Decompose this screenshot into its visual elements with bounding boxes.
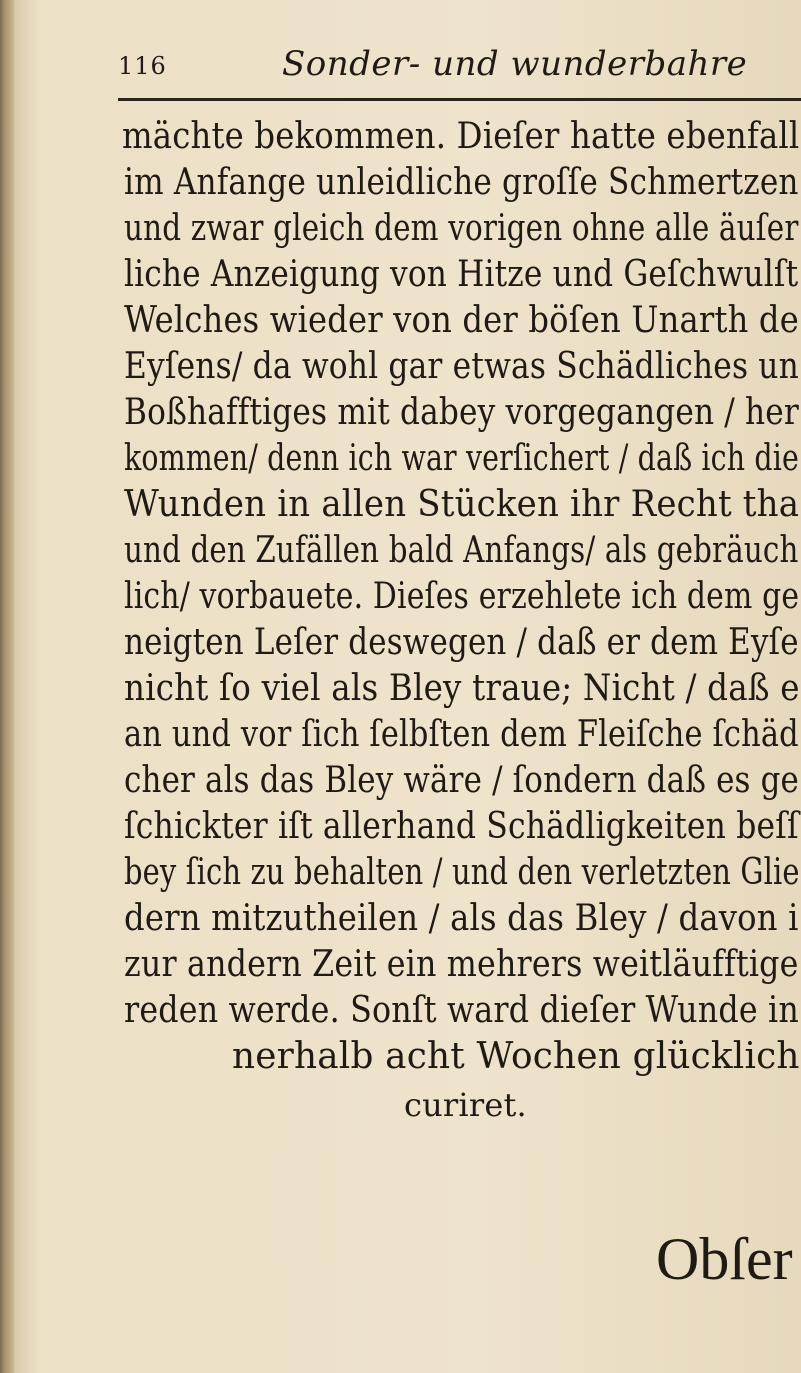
- text-line: an und vor ſich ſelbſten dem Fleiſche ſchäd: [124, 714, 799, 755]
- text-line: kommen/ denn ich war verſichert / daß ich die: [124, 438, 799, 479]
- text-line: lich/ vorbauete. Dieſes erzehlete ich dem ge: [124, 576, 800, 617]
- text-line: Eyſens/ da wohl gar etwas Schädliches un: [124, 346, 799, 387]
- text-line: Boßhafftiges mit dabey vorgegangen / her: [124, 392, 799, 433]
- page-number: 116: [118, 52, 167, 80]
- catchword: Obſer: [656, 1226, 793, 1292]
- text-line: Wunden in allen Stücken ihr Recht tha: [124, 484, 800, 525]
- text-line: mächte bekommen. Dieſer hatte ebenfall: [122, 116, 800, 157]
- text-line: ſchickter iſt allerhand Schädligkeiten beſſ: [124, 806, 799, 847]
- text-line: zur andern Zeit ein mehrers weitläufftige: [124, 944, 799, 985]
- text-line: bey ſich zu behalten / und den verletzten Glie: [124, 852, 800, 893]
- text-line: cher als das Bley wäre / ſondern daß es ge: [124, 760, 800, 801]
- running-title: Sonder- und wunderbahre: [282, 44, 748, 84]
- text-line: neigten Leſer deswegen / daß er dem Eyſe: [124, 622, 799, 663]
- text-line: dern mitzutheilen / als das Bley / davon i: [124, 898, 799, 939]
- text-line: reden werde. Sonſt ward dieſer Wunde in: [124, 990, 799, 1031]
- text-line: liche Anzeigung von Hitze und Geſchwulſt: [124, 254, 799, 295]
- text-line: curiret.: [404, 1086, 527, 1124]
- text-line: und zwar gleich dem vorigen ohne alle äuſer: [124, 208, 799, 249]
- text-line: Welches wieder von der böſen Unarth de: [124, 300, 799, 341]
- text-line: nicht ſo viel als Bley traue; Nicht / daß e: [124, 668, 800, 709]
- text-line: nerhalb acht Wochen glücklich: [232, 1036, 800, 1077]
- text-line: und den Zufällen bald Anfangs/ als gebräuch: [124, 530, 799, 571]
- text-line: im Anfange unleidliche groſſe Schmertzen: [124, 162, 799, 203]
